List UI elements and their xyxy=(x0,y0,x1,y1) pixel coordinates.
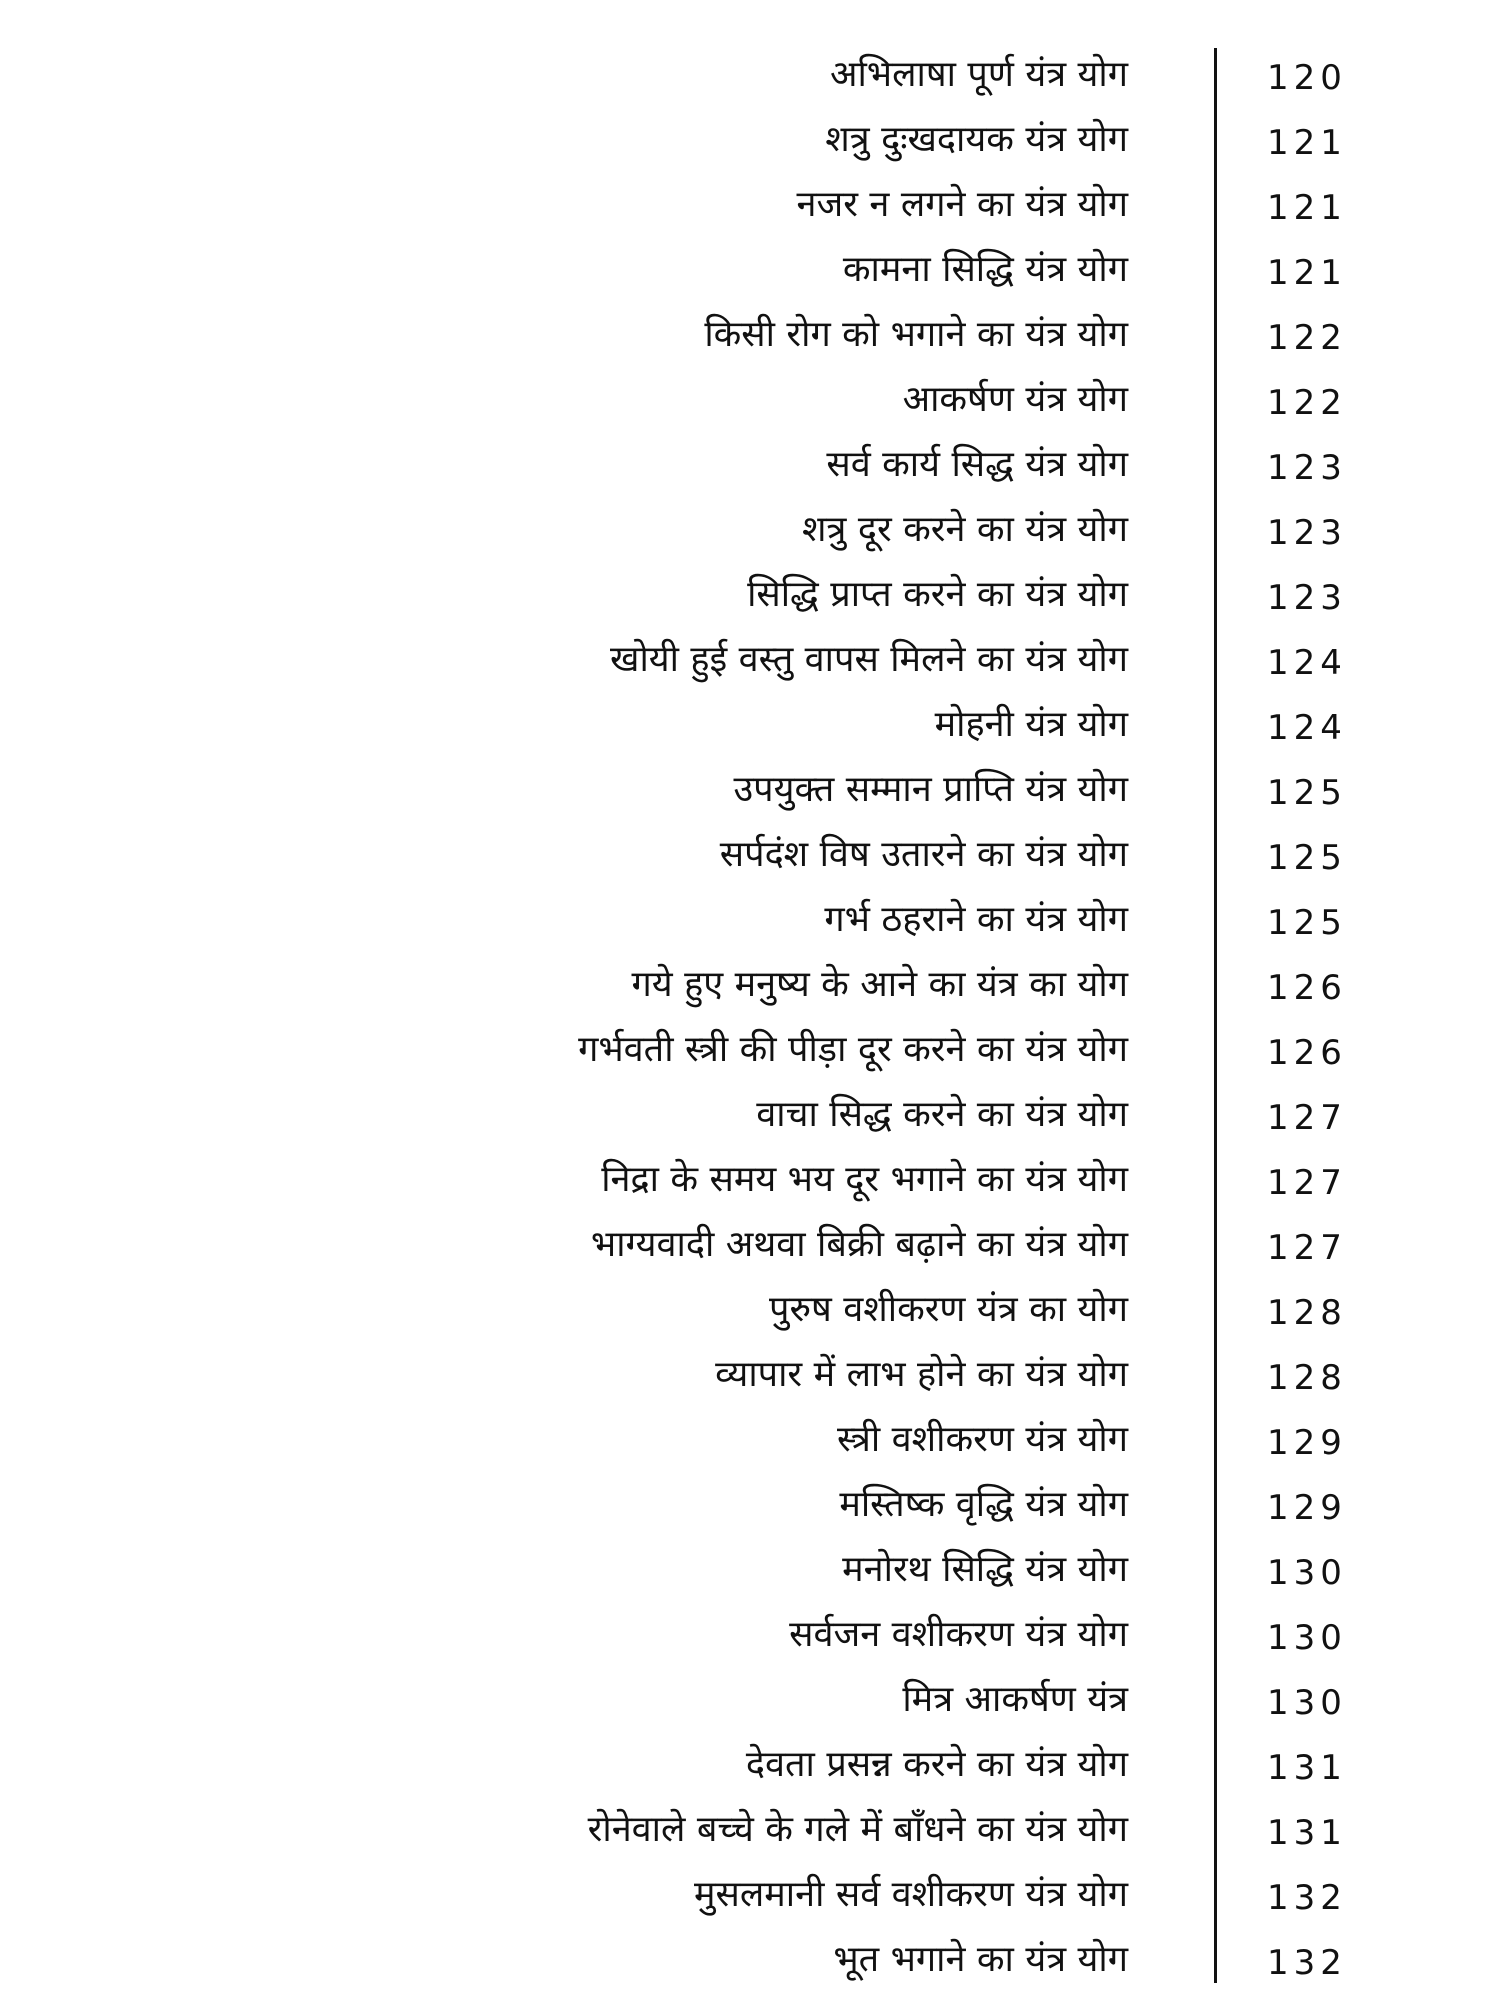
toc-entry-title: शत्रु दूर करने का यंत्र योग xyxy=(802,509,1128,550)
toc-entry-title: स्त्री वशीकरण यंत्र योग xyxy=(837,1419,1128,1460)
toc-entry-page-number: 127 xyxy=(1267,1098,1347,1138)
toc-entry xyxy=(0,1740,1500,1805)
toc-entry xyxy=(0,830,1500,895)
toc-entry-title: सिद्धि प्राप्त करने का यंत्र योग xyxy=(747,574,1128,615)
toc-entry-title: खोयी हुई वस्तु वापस मिलने का यंत्र योग xyxy=(610,639,1128,680)
toc-entry-page-number: 120 xyxy=(1267,58,1347,98)
toc-entry-title: देवता प्रसन्न करने का यंत्र योग xyxy=(745,1744,1128,1785)
toc-entry xyxy=(0,1025,1500,1090)
toc-entry-page-number: 126 xyxy=(1267,1033,1347,1073)
toc-entry-page-number: 127 xyxy=(1267,1163,1347,1203)
toc-entry xyxy=(0,505,1500,570)
toc-entry xyxy=(0,635,1500,700)
toc-entry-title: सर्वजन वशीकरण यंत्र योग xyxy=(789,1614,1128,1655)
toc-entry xyxy=(0,895,1500,960)
toc-entry-page-number: 124 xyxy=(1267,708,1347,748)
toc-entry-page-number: 122 xyxy=(1267,383,1347,423)
toc-entry-title: आकर्षण यंत्र योग xyxy=(902,379,1128,420)
toc-entry-page-number: 130 xyxy=(1267,1618,1347,1658)
toc-entry xyxy=(0,50,1500,115)
toc-entry-title: गर्भ ठहराने का यंत्र योग xyxy=(824,899,1128,940)
toc-entry-title: किसी रोग को भगाने का यंत्र योग xyxy=(704,314,1128,355)
toc-entry-title: मस्तिष्क वृद्धि यंत्र योग xyxy=(839,1484,1128,1525)
toc-entry xyxy=(0,1350,1500,1415)
toc-entry xyxy=(0,1480,1500,1545)
toc-entry xyxy=(0,1090,1500,1155)
toc-entry-page-number: 124 xyxy=(1267,643,1347,683)
toc-entry xyxy=(0,960,1500,1025)
toc-entry-page-number: 130 xyxy=(1267,1553,1347,1593)
toc-entry-title: नजर न लगने का यंत्र योग xyxy=(796,184,1128,225)
toc-entry xyxy=(0,440,1500,505)
toc-entry xyxy=(0,375,1500,440)
toc-entry-page-number: 131 xyxy=(1267,1748,1347,1788)
toc-entry-page-number: 127 xyxy=(1267,1228,1347,1268)
toc-entry-title: रोनेवाले बच्चे के गले में बाँधने का यंत्र योग xyxy=(587,1809,1128,1850)
toc-entry-page-number: 125 xyxy=(1267,773,1347,813)
toc-entry-page-number: 125 xyxy=(1267,903,1347,943)
toc-entry-title: शत्रु दुःखदायक यंत्र योग xyxy=(825,119,1128,160)
toc-entry-title: मनोरथ सिद्धि यंत्र योग xyxy=(842,1549,1128,1590)
toc-entry xyxy=(0,700,1500,765)
toc-entry xyxy=(0,115,1500,180)
toc-entry xyxy=(0,1545,1500,1610)
toc-entry-page-number: 123 xyxy=(1267,448,1347,488)
toc-entry-page-number: 132 xyxy=(1267,1878,1347,1918)
toc-entry-title: भूत भगाने का यंत्र योग xyxy=(833,1939,1128,1980)
toc-entry-page-number: 123 xyxy=(1267,513,1347,553)
toc-entry-title: निद्रा के समय भय दूर भगाने का यंत्र योग xyxy=(601,1159,1128,1200)
toc-entry-page-number: 121 xyxy=(1267,188,1347,228)
toc-entry-title: वाचा सिद्ध करने का यंत्र योग xyxy=(756,1094,1128,1135)
toc-entry xyxy=(0,1415,1500,1480)
toc-entry-title: भाग्यवादी अथवा बिक्री बढ़ाने का यंत्र योग xyxy=(590,1224,1128,1265)
toc-entry-page-number: 125 xyxy=(1267,838,1347,878)
toc-entry-page-number: 128 xyxy=(1267,1293,1347,1333)
toc-entry-title: व्यापार में लाभ होने का यंत्र योग xyxy=(715,1354,1128,1395)
toc-entry-page-number: 129 xyxy=(1267,1423,1347,1463)
toc-entry-page-number: 128 xyxy=(1267,1358,1347,1398)
toc-entry xyxy=(0,1155,1500,1220)
toc-entry xyxy=(0,310,1500,375)
toc-entry xyxy=(0,180,1500,245)
toc-entry-page-number: 132 xyxy=(1267,1943,1347,1983)
toc-entry-title: उपयुक्त सम्मान प्राप्ति यंत्र योग xyxy=(733,769,1128,810)
toc-entry-page-number: 131 xyxy=(1267,1813,1347,1853)
toc-entry-page-number: 130 xyxy=(1267,1683,1347,1723)
toc-entry-page-number: 129 xyxy=(1267,1488,1347,1528)
toc-entry-title: मित्र आकर्षण यंत्र xyxy=(902,1679,1128,1720)
toc-entry xyxy=(0,245,1500,310)
toc-entry-page-number: 122 xyxy=(1267,318,1347,358)
toc-entry xyxy=(0,1610,1500,1675)
toc-entry-title: कामना सिद्धि यंत्र योग xyxy=(842,249,1128,290)
toc-entry xyxy=(0,570,1500,635)
toc-entry-title: सर्व कार्य सिद्ध यंत्र योग xyxy=(826,444,1128,485)
toc-entry xyxy=(0,1805,1500,1870)
toc-entry xyxy=(0,765,1500,830)
toc-entry-page-number: 121 xyxy=(1267,123,1347,163)
toc-entry-title: गये हुए मनुष्य के आने का यंत्र का योग xyxy=(631,964,1128,1005)
toc-entry-title: सर्पदंश विष उतारने का यंत्र योग xyxy=(719,834,1128,875)
toc-entry-title: मोहनी यंत्र योग xyxy=(934,704,1128,745)
toc-entry-page-number: 123 xyxy=(1267,578,1347,618)
toc-entry-title: मुसलमानी सर्व वशीकरण यंत्र योग xyxy=(694,1874,1128,1915)
toc-entry-title: गर्भवती स्त्री की पीड़ा दूर करने का यंत्र योग xyxy=(578,1029,1128,1070)
toc-entry xyxy=(0,1935,1500,2000)
toc-entry xyxy=(0,1220,1500,1285)
toc-entry-title: पुरुष वशीकरण यंत्र का योग xyxy=(769,1289,1128,1330)
toc-entry xyxy=(0,1870,1500,1935)
table-of-contents xyxy=(0,50,1500,2000)
toc-entry xyxy=(0,1285,1500,1350)
toc-entry-page-number: 126 xyxy=(1267,968,1347,1008)
toc-entry-page-number: 121 xyxy=(1267,253,1347,293)
toc-entry xyxy=(0,1675,1500,1740)
toc-entry-title: अभिलाषा पूर्ण यंत्र योग xyxy=(829,54,1128,95)
